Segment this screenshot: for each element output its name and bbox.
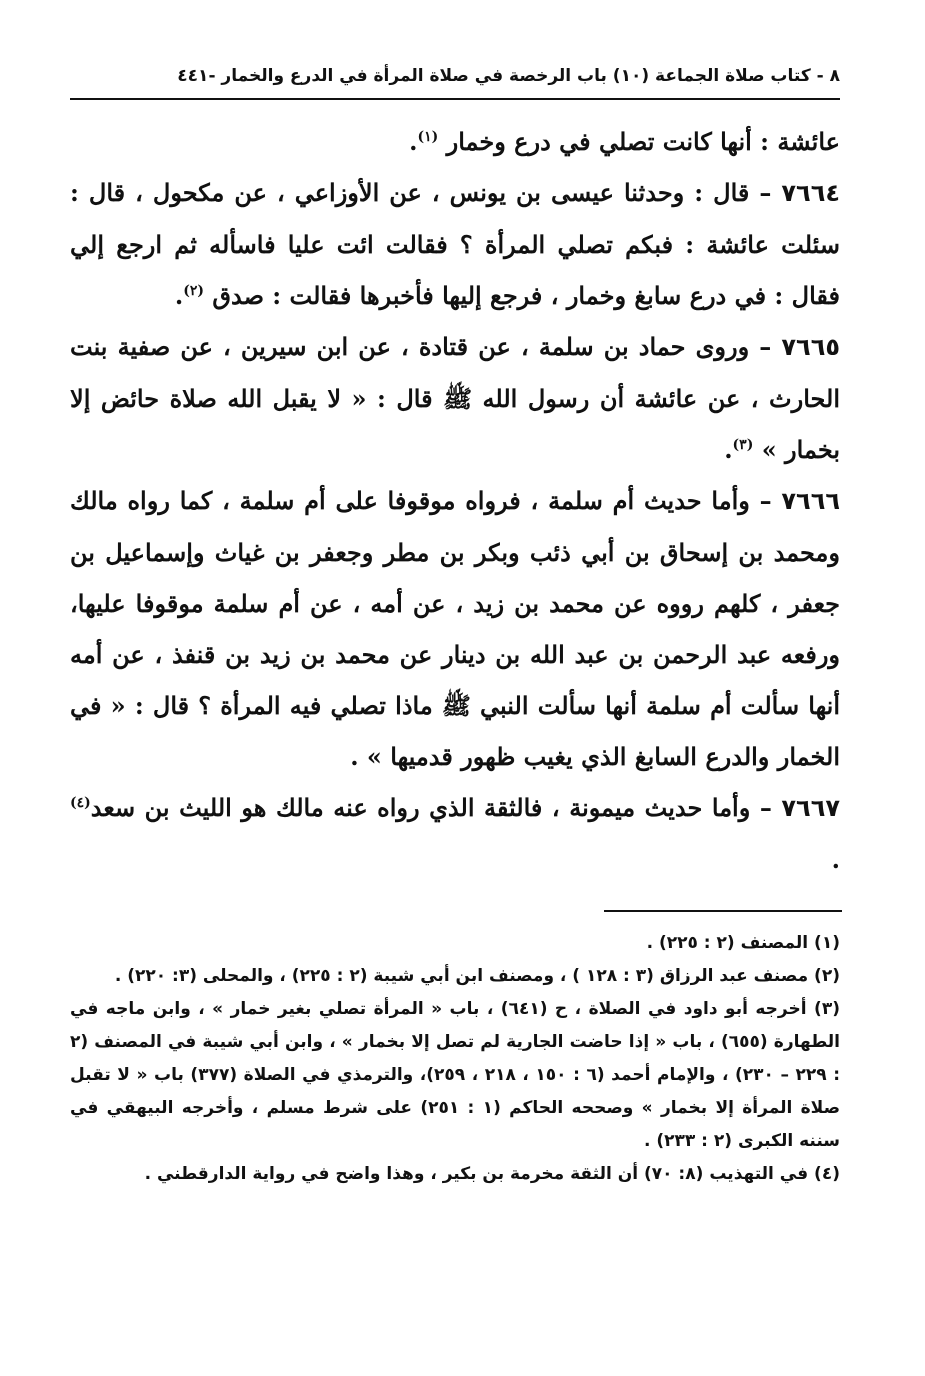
footnote-2: (٢) مصنف عبد الرزاق (٣ : ١٢٨ ) ، ومصنف ابن أبي شيبة (٢ : ٢٢٥) ، والمحلى (٣: ٢٢٠) .	[114, 966, 840, 986]
footnote-separator	[604, 910, 842, 912]
hadith-7664	[70, 167, 840, 321]
paragraph-text: – وأما حديث أم سلمة ، فرواه موقوفا على أم سلمة ، كما رواه مالك ومحمد بن إسحاق بن أبي ذئب وبكر بن مطر وجعفر بن غياث وإسماعيل بن جعفر ، كلهم رووه عن محمد بن زيد ، عن أمه ، عن أم سلمة موقوفا عليها، ورفعه عبد الرحمن بن عبد الله بن دينار عن محمد بن زيد بن قنفذ ، عن أمه أنها سألت أم سلمة أنها سألت النبي ﷺ ماذا تصلي فيه المرأة ؟ قال : « في الخمار والدرع السابغ الذي يغيب ظهور قدميها » .	[70, 486, 840, 771]
paragraph-end: .	[409, 127, 418, 156]
paragraph-text: – قال : وحدثنا عيسى بن يونس ، عن الأوزاعي ، عن مكحول ، قال : سئلت عائشة : فبكم تصلي المرأة ؟ فقالت ائت عليا فاسأله ثم ارجع إلي فقال : في درع سابغ وخمار ، فرجع إليها فأخبرها فقالت : صدق	[70, 178, 840, 310]
footnote-1: (١) المصنف (٢ : ٢٢٥) .	[646, 933, 840, 953]
hadith-number: ٧٦٦٥	[781, 333, 840, 361]
paragraph-text: – وروى حماد بن سلمة ، عن قتادة ، عن ابن سيرين ، عن صفية بنت الحارث ، عن عائشة أن رسول الله ﷺ قال : « لا يقبل الله صلاة حائض إلا بخمار »	[70, 332, 840, 464]
paragraph-text: عائشة : أنها كانت تصلي في درع وخمار	[446, 127, 840, 156]
footnotes	[70, 927, 840, 1191]
main-text	[70, 116, 840, 885]
paragraph-continuation	[70, 116, 840, 167]
running-header	[70, 60, 840, 100]
running-header-text: ٨ - كتاب صلاة الجماعة (١٠) باب الرخصة في صلاة المرأة في الدرع والخمار -٤٤١	[177, 66, 840, 86]
header-rule	[70, 98, 840, 100]
hadith-number: ٧٦٦٤	[781, 179, 840, 207]
paragraph-end: .	[174, 281, 184, 310]
footnote-ref: (٢)	[183, 283, 204, 299]
hadith-7667	[70, 782, 840, 885]
footnote-ref: (٤)	[70, 795, 91, 811]
paragraph-text: – وأما حديث ميمونة ، فالثقة الذي رواه عنه مالك هو الليث بن سعد	[90, 793, 782, 822]
footnote-4: (٤) في التهذيب (٨: ٧٠) أن الثقة مخرمة بن بكير ، وهذا واضح في رواية الدارقطني .	[144, 1164, 840, 1184]
footnote-ref: (٣)	[732, 437, 754, 453]
footnote-3: (٣) أخرجه أبو داود في الصلاة ، ح (٦٤١) ، باب « المرأة تصلي بغير خمار » ، وابن ماجه في الطهارة (٦٥٥) ، باب « إذا حاضت الجارية لم تصل إلا بخمار » ، وابن أبي شيبة في المصنف (٢ : ٢٢٩ – ٢٣٠) ، والإمام أحمد (٦ : ١٥٠ ، ٢١٨ ، ٢٥٩)، والترمذي في الصلاة (٣٧٧) باب « لا تقبل صلاة المرأة إلا بخمار » وصححه الحاكم (١ : ٢٥١) على شرط مسلم ، وأخرجه البيهقي في سننه الكبرى (٢ : ٢٣٣) .	[70, 999, 841, 1151]
paragraph-end: .	[831, 845, 840, 874]
footnote-ref: (١)	[417, 129, 439, 145]
paragraph-end: .	[724, 435, 733, 464]
hadith-number: ٧٦٦٦	[781, 487, 840, 515]
hadith-number: ٧٦٦٧	[781, 794, 840, 822]
hadith-7666	[70, 475, 840, 782]
hadith-7665	[70, 321, 840, 475]
